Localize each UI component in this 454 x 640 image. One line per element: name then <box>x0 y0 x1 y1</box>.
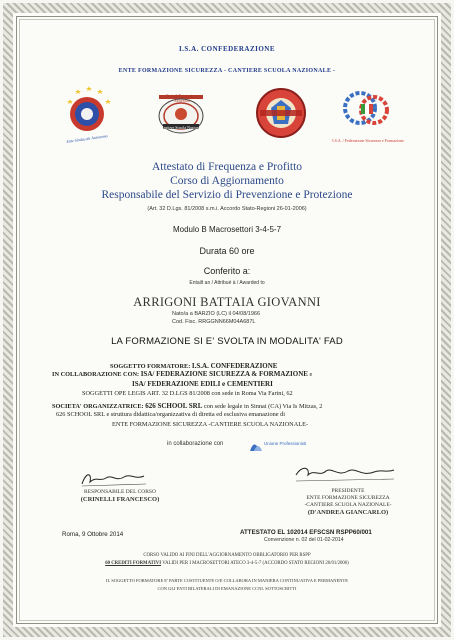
collab-label: IN COLLABORAZIONE CON: <box>52 371 140 378</box>
validity-line-1: CORSO VALIDO AI FINI DELL'AGGIORNAMENTO OBBLIGATORIO PER RSPP <box>143 553 311 558</box>
collab-value1: ISA/ FEDERAZIONE SICUREZZA & FORMAZIONE <box>140 370 308 378</box>
awarded-translations: Entailt an / Attribué à / Awarded to <box>189 280 265 286</box>
recipient-name: ARRIGONI BATTAIA GIOVANNI <box>133 295 321 309</box>
validity-line-2 <box>0 561 454 566</box>
right-signatory-title: PRESIDENTE <box>331 488 365 494</box>
certificate-title: Attestato di Frequenza e Profitto <box>151 161 303 173</box>
right-signatory-name: (D'ANDREA GIANCARLO) <box>307 509 389 516</box>
collab-value2-line <box>132 380 273 388</box>
ente-heading: ENTE FORMAZIONE SICUREZZA - CANTIERE SCUOLA NAZIONALE - <box>118 68 336 74</box>
org-rest: con sede legale in Sinnai (CA) Via Is Mitzas, 2 <box>203 403 323 410</box>
federazione-gear-logo <box>338 84 396 142</box>
right-signatory-org2: -CANTIERE SCUOLA NAZIONALE- <box>304 502 392 508</box>
school-emanation-line: 626 SCHOOL SRL e struttura didattica/organizzativa di diretta ed esclusiva emanazione di <box>56 411 286 418</box>
module-label: Modulo B Macrosettori 3-4-5-7 <box>172 225 282 234</box>
logo4-caption: I.S.A. / Federazione Sicurezza e Formazione <box>332 138 404 143</box>
left-signature <box>76 468 176 490</box>
fiscal-code: Cod. Fisc. RRGGNN66M04A687L <box>172 319 256 325</box>
collaboration-label: in collaborazione con <box>167 441 224 447</box>
logo1-caption: Ente Sindacale Autonomo <box>66 133 108 144</box>
left-signatory-name: (CRINELLI FRANCESCO) <box>80 496 160 503</box>
confederation-heading: I.S.A. CONFEDERAZIONE <box>178 45 276 53</box>
convention-number: Convenzione n. 02 del 01-02-2014 <box>264 537 344 543</box>
soggetto-formatore-line <box>110 362 277 370</box>
soggetto-value: I.S.A. CONFEDERAZIONE <box>191 362 278 370</box>
course-type: Corso di Aggiornamento <box>170 175 284 187</box>
awarded-label: Conferito a: <box>203 266 251 276</box>
collaboration-line <box>52 370 312 378</box>
collab-suffix: e <box>309 371 313 378</box>
place-date: Roma, 9 Ottobre 2014 <box>62 531 124 538</box>
credits-detail: VALIDI PER I MACROSETTORI ATECO 3-4-5-7 (ACCORDO STATO REGIONI 26/01/2006) <box>162 561 349 566</box>
ente-emanation-line: ENTE FORMAZIONE SICUREZZA -CANTIERE SCUOLA NAZIONALE- <box>112 421 309 428</box>
partner-name: Unione Professionisti <box>264 441 307 446</box>
right-signatory-org: ENTE FORMAZIONE SICUREZZA <box>306 495 390 501</box>
left-signatory-title: RESPONSABILE DEL CORSO <box>84 489 156 495</box>
right-signature <box>290 463 400 485</box>
org-label: SOCIETA' ORGANIZZATRICE: <box>52 403 144 410</box>
credits-label: 60 CREDITI FORMATIVI <box>105 561 162 566</box>
collab-value2: ISA/ FEDERAZIONE EDILI e CEMENTIERI <box>132 380 273 388</box>
note-line-1: IL SOGGETTO FORMATORE E' PARTE COSTITUENTE O/E COLLABORA IN MANIERA CONTINUATIVA E PERMANENTE <box>106 578 348 583</box>
soggetto-label: SOGGETTO FORMATORE: <box>110 363 191 370</box>
training-mode: LA FORMAZIONE SI E' SVOLTA IN MODALITA' FAD <box>111 336 343 347</box>
societa-organizzatrice-line <box>52 402 322 410</box>
logo2-caption: Cantiere Scuola Nazionale <box>160 125 204 130</box>
attestato-number: ATTESTATO EL 102014 EFSCSN RSPP60/001 <box>240 529 372 536</box>
note-line-2: CON GLI ENTI BILATERALI DI EMANAZIONE CCNL SOTTOSCRITTI <box>157 586 297 591</box>
duration-label: Durata 60 ore <box>199 246 255 256</box>
ope-legis-line: SOGGETTI OPE LEGIS ART. 32 D.LGS 81/2008 con sede in Roma Via Farini, 62 <box>82 390 293 397</box>
logo2-top-text: Ente di Formazione Sicurezza <box>166 93 198 103</box>
shield-logo <box>252 84 310 142</box>
legal-reference: (Art. 32 D.Lgs. 81/2008 s.m.i. Accordo Stato-Regioni 26-01-2006) <box>147 206 307 212</box>
birth-info: Nato/a a BARZIO (LC) il 04/08/1966 <box>172 311 261 317</box>
org-value: 626 SCHOOL SRL <box>145 402 203 410</box>
course-role: Responsabile del Servizio di Prevenzione e Protezione <box>101 189 353 201</box>
